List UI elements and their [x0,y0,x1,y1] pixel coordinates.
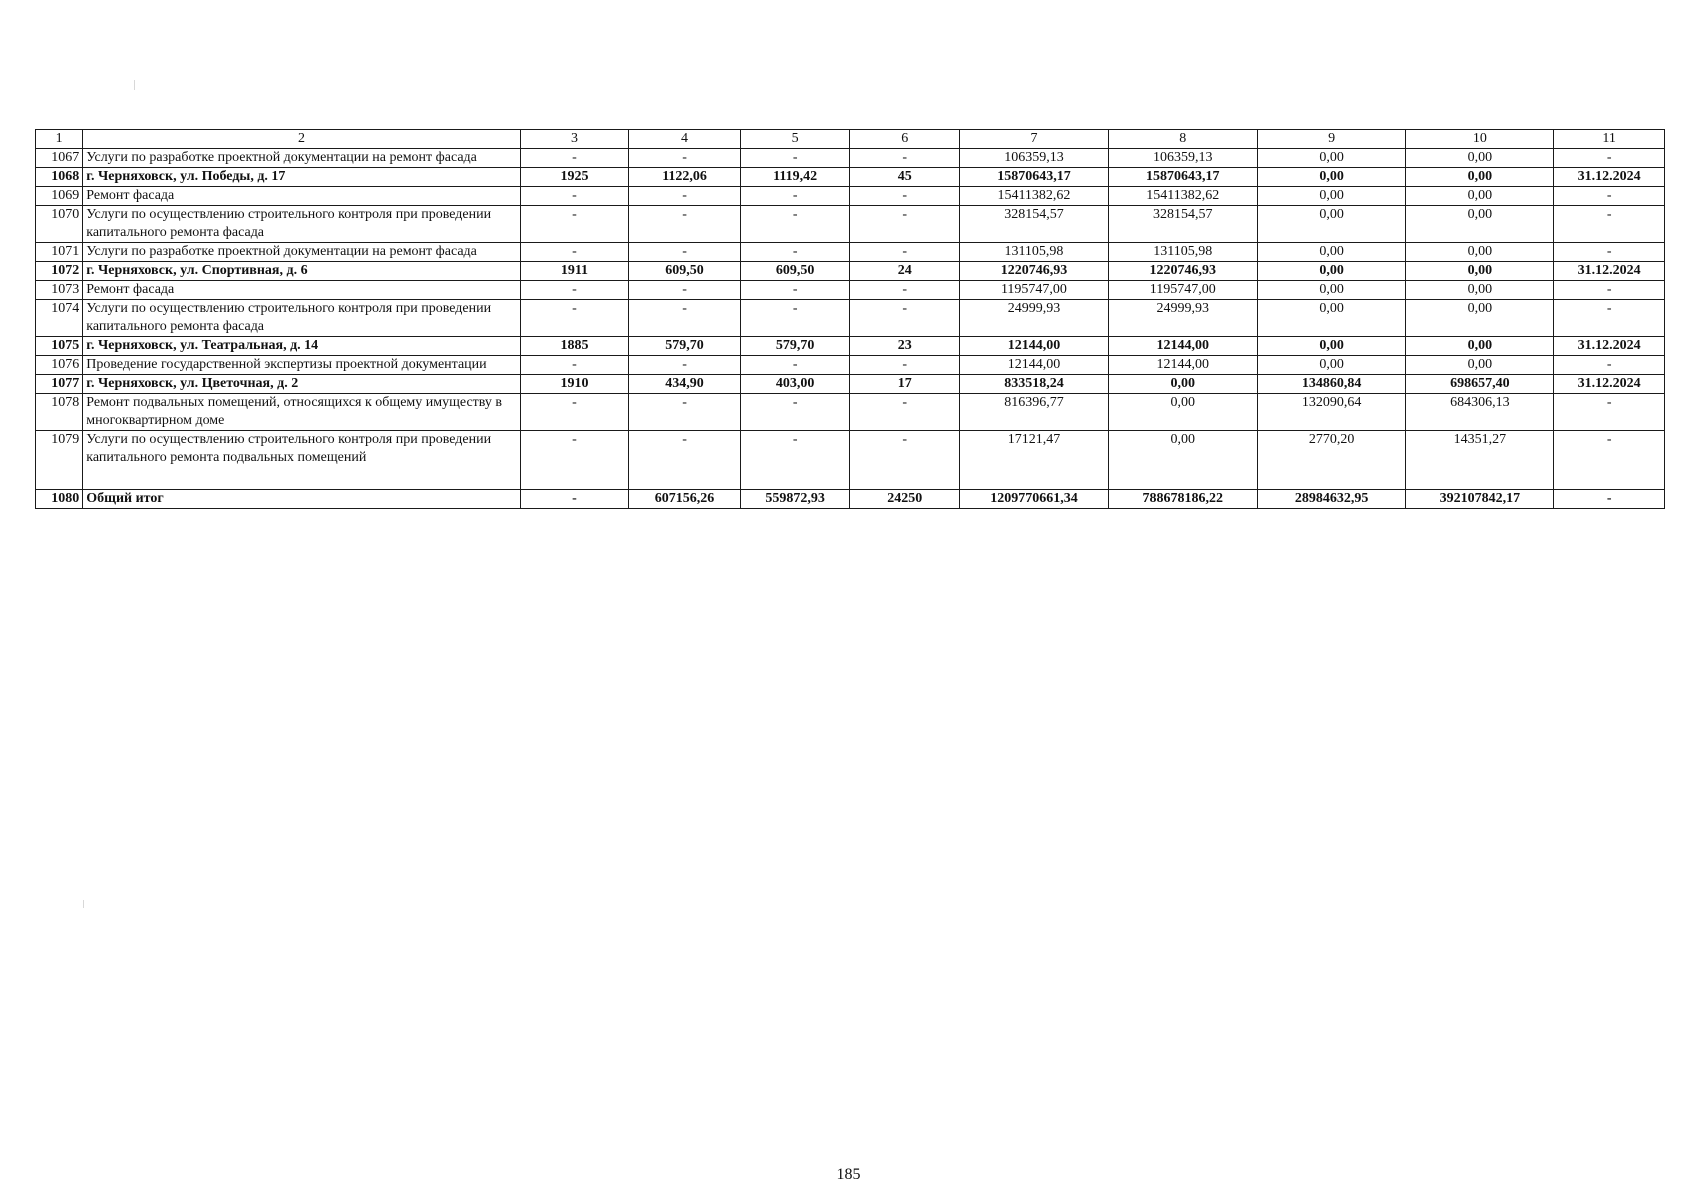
deadline-cell: 31.12.2024 [1554,168,1665,187]
description-cell: Ремонт фасада [83,187,520,206]
row-number-cell: 1079 [36,431,83,490]
header-cell: 2 [83,130,520,149]
year-cell: - [520,206,629,243]
year-cell: 1885 [520,337,629,356]
header-cell: 9 [1257,130,1406,149]
area-total-cell: - [629,187,741,206]
area-total-cell: - [629,431,741,490]
area-total-cell: 434,90 [629,375,741,394]
area-living-cell: 609,50 [740,262,850,281]
residents-cell: - [850,281,960,300]
cost-budget-cell: 2770,20 [1257,431,1406,490]
cost-owners-cell: 0,00 [1406,243,1554,262]
area-total-cell: 607156,26 [629,490,741,509]
row-number-cell: 1080 [36,490,83,509]
residents-cell: 17 [850,375,960,394]
cost-total-cell: 15411382,62 [960,187,1109,206]
cost-total-cell: 833518,24 [960,375,1109,394]
area-living-cell: - [740,300,850,337]
cost-budget-cell: 0,00 [1257,168,1406,187]
cost-owners-cell: 14351,27 [1406,431,1554,490]
area-total-cell: 1122,06 [629,168,741,187]
header-cell: 10 [1406,130,1554,149]
row-number-cell: 1074 [36,300,83,337]
header-cell: 11 [1554,130,1665,149]
cost-budget-cell: 0,00 [1257,149,1406,168]
row-number-cell: 1073 [36,281,83,300]
area-total-cell: - [629,281,741,300]
area-total-cell: - [629,356,741,375]
cost-fund-cell: 0,00 [1108,375,1257,394]
deadline-cell: - [1554,300,1665,337]
description-cell: г. Черняховск, ул. Спортивная, д. 6 [83,262,520,281]
year-cell: 1910 [520,375,629,394]
residents-cell: - [850,394,960,431]
deadline-cell: - [1554,149,1665,168]
cost-fund-cell: 1195747,00 [1108,281,1257,300]
cost-budget-cell: 0,00 [1257,356,1406,375]
header-cell: 1 [36,130,83,149]
row-number-cell: 1071 [36,243,83,262]
cost-fund-cell: 0,00 [1108,394,1257,431]
cost-total-cell: 131105,98 [960,243,1109,262]
year-cell: - [520,243,629,262]
year-cell: - [520,300,629,337]
cost-total-cell: 12144,00 [960,356,1109,375]
deadline-cell: 31.12.2024 [1554,375,1665,394]
year-cell: 1911 [520,262,629,281]
header-cell: 6 [850,130,960,149]
column-number-row [36,130,1665,149]
header-cell: 5 [740,130,850,149]
area-living-cell: 1119,42 [740,168,850,187]
cost-fund-cell: 15411382,62 [1108,187,1257,206]
cost-total-cell: 15870643,17 [960,168,1109,187]
residents-cell: 24250 [850,490,960,509]
area-living-cell: - [740,187,850,206]
cost-total-cell: 24999,93 [960,300,1109,337]
table-row [36,431,1665,490]
area-living-cell: 403,00 [740,375,850,394]
cost-budget-cell: 0,00 [1257,243,1406,262]
area-total-cell: 579,70 [629,337,741,356]
deadline-cell: - [1554,356,1665,375]
cost-budget-cell: 0,00 [1257,281,1406,300]
table-row [36,394,1665,431]
table-row [36,206,1665,243]
header-cell: 7 [960,130,1109,149]
residents-cell: - [850,243,960,262]
year-cell: - [520,187,629,206]
header-cell: 3 [520,130,629,149]
table-row [36,356,1665,375]
cost-fund-cell: 12144,00 [1108,356,1257,375]
residents-cell: - [850,187,960,206]
cost-budget-cell: 28984632,95 [1257,490,1406,509]
area-total-cell: - [629,300,741,337]
residents-cell: - [850,300,960,337]
table-row [36,187,1665,206]
table-row [36,262,1665,281]
cost-fund-cell: 328154,57 [1108,206,1257,243]
description-cell: г. Черняховск, ул. Победы, д. 17 [83,168,520,187]
cost-owners-cell: 0,00 [1406,262,1554,281]
deadline-cell: - [1554,431,1665,490]
cost-fund-cell: 131105,98 [1108,243,1257,262]
cost-fund-cell: 788678186,22 [1108,490,1257,509]
year-cell: - [520,149,629,168]
table-row [36,375,1665,394]
cost-owners-cell: 0,00 [1406,281,1554,300]
capital-repair-table [35,129,1665,509]
residents-cell: - [850,356,960,375]
cost-total-cell: 328154,57 [960,206,1109,243]
area-total-cell: - [629,394,741,431]
description-cell: Ремонт фасада [83,281,520,300]
year-cell: - [520,431,629,490]
area-total-cell: - [629,206,741,243]
cost-total-cell: 17121,47 [960,431,1109,490]
scan-artifact [134,80,135,90]
description-cell: Услуги по разработке проектной документации на ремонт фасада [83,243,520,262]
residents-cell: - [850,206,960,243]
residents-cell: 24 [850,262,960,281]
table-body [36,130,1665,509]
year-cell: 1925 [520,168,629,187]
row-number-cell: 1076 [36,356,83,375]
area-living-cell: - [740,149,850,168]
row-number-cell: 1067 [36,149,83,168]
table-row [36,490,1665,509]
cost-budget-cell: 0,00 [1257,187,1406,206]
scan-artifact [83,900,84,908]
cost-total-cell: 12144,00 [960,337,1109,356]
area-living-cell: 559872,93 [740,490,850,509]
residents-cell: 45 [850,168,960,187]
residents-cell: - [850,149,960,168]
cost-total-cell: 1209770661,34 [960,490,1109,509]
area-living-cell: - [740,431,850,490]
area-total-cell: - [629,149,741,168]
cost-fund-cell: 15870643,17 [1108,168,1257,187]
cost-fund-cell: 12144,00 [1108,337,1257,356]
header-cell: 8 [1108,130,1257,149]
cost-owners-cell: 0,00 [1406,356,1554,375]
description-cell: г. Черняховск, ул. Цветочная, д. 2 [83,375,520,394]
table-row [36,281,1665,300]
area-living-cell: 579,70 [740,337,850,356]
page-number: 185 [836,1166,861,1183]
year-cell: - [520,281,629,300]
deadline-cell: - [1554,394,1665,431]
cost-owners-cell: 0,00 [1406,206,1554,243]
cost-budget-cell: 132090,64 [1257,394,1406,431]
residents-cell: - [850,431,960,490]
residents-cell: 23 [850,337,960,356]
cost-fund-cell: 24999,93 [1108,300,1257,337]
year-cell: - [520,490,629,509]
description-cell: Услуги по осуществлению строительного контроля при проведении капитального ремонта подвальных помещений [83,431,520,490]
cost-owners-cell: 698657,40 [1406,375,1554,394]
row-number-cell: 1070 [36,206,83,243]
deadline-cell: - [1554,243,1665,262]
table-row [36,168,1665,187]
cost-fund-cell: 0,00 [1108,431,1257,490]
cost-total-cell: 816396,77 [960,394,1109,431]
row-number-cell: 1078 [36,394,83,431]
cost-owners-cell: 0,00 [1406,300,1554,337]
row-number-cell: 1077 [36,375,83,394]
cost-owners-cell: 0,00 [1406,149,1554,168]
area-total-cell: 609,50 [629,262,741,281]
cost-owners-cell: 0,00 [1406,337,1554,356]
table-row [36,243,1665,262]
area-living-cell: - [740,243,850,262]
description-cell: Услуги по осуществлению строительного контроля при проведении капитального ремонта фасада [83,206,520,243]
area-living-cell: - [740,281,850,300]
cost-owners-cell: 0,00 [1406,187,1554,206]
cost-owners-cell: 0,00 [1406,168,1554,187]
description-cell: г. Черняховск, ул. Театральная, д. 14 [83,337,520,356]
table-row [36,337,1665,356]
deadline-cell: - [1554,281,1665,300]
deadline-cell: 31.12.2024 [1554,337,1665,356]
deadline-cell: - [1554,187,1665,206]
cost-total-cell: 1195747,00 [960,281,1109,300]
description-cell: Ремонт подвальных помещений, относящихся к общему имуществу в многоквартирном доме [83,394,520,431]
deadline-cell: - [1554,206,1665,243]
cost-budget-cell: 134860,84 [1257,375,1406,394]
cost-budget-cell: 0,00 [1257,337,1406,356]
table-row [36,149,1665,168]
deadline-cell: - [1554,490,1665,509]
area-living-cell: - [740,356,850,375]
row-number-cell: 1072 [36,262,83,281]
cost-fund-cell: 1220746,93 [1108,262,1257,281]
description-cell: Проведение государственной экспертизы проектной документации [83,356,520,375]
description-cell: Общий итог [83,490,520,509]
area-living-cell: - [740,206,850,243]
area-total-cell: - [629,243,741,262]
row-number-cell: 1068 [36,168,83,187]
description-cell: Услуги по осуществлению строительного контроля при проведении капитального ремонта фасада [83,300,520,337]
cost-total-cell: 106359,13 [960,149,1109,168]
cost-fund-cell: 106359,13 [1108,149,1257,168]
area-living-cell: - [740,394,850,431]
year-cell: - [520,356,629,375]
cost-budget-cell: 0,00 [1257,262,1406,281]
row-number-cell: 1069 [36,187,83,206]
row-number-cell: 1075 [36,337,83,356]
cost-budget-cell: 0,00 [1257,206,1406,243]
cost-owners-cell: 392107842,17 [1406,490,1554,509]
deadline-cell: 31.12.2024 [1554,262,1665,281]
table-row [36,300,1665,337]
cost-budget-cell: 0,00 [1257,300,1406,337]
cost-owners-cell: 684306,13 [1406,394,1554,431]
header-cell: 4 [629,130,741,149]
cost-total-cell: 1220746,93 [960,262,1109,281]
year-cell: - [520,394,629,431]
description-cell: Услуги по разработке проектной документации на ремонт фасада [83,149,520,168]
